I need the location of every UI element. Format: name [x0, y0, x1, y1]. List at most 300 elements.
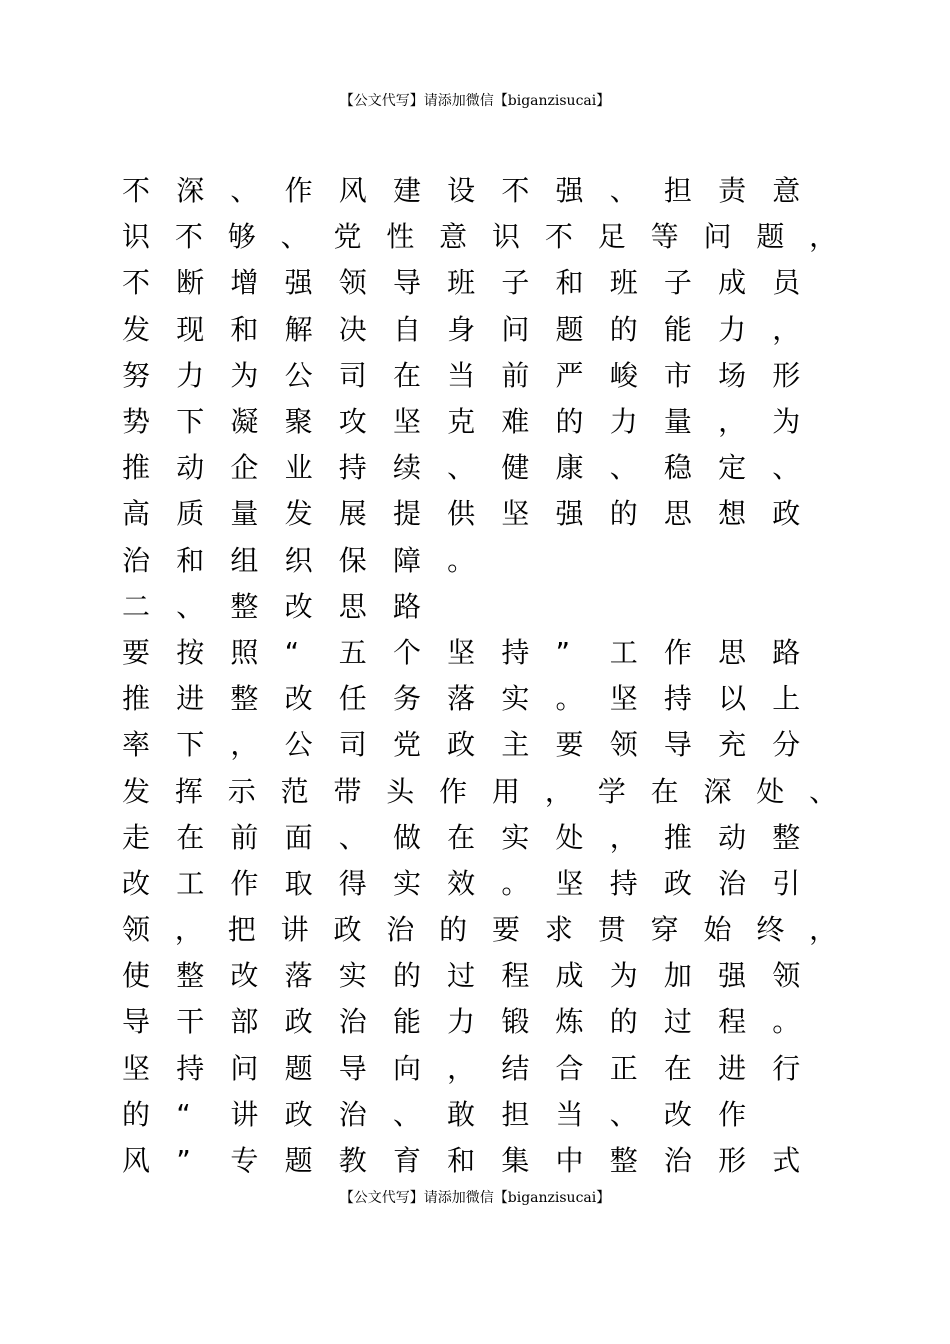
text-char: 进: [718, 1051, 747, 1085]
text-char: 决: [338, 312, 367, 346]
text-char: ，: [718, 405, 747, 439]
text-char: ，: [447, 1051, 476, 1085]
text-char: 强: [284, 266, 313, 300]
text-char: 按: [176, 635, 205, 669]
text-line: [122, 953, 862, 999]
text-char: 导: [392, 266, 421, 300]
text-char: 、: [809, 774, 838, 808]
text-char: 政: [284, 1097, 313, 1131]
text-line: [122, 214, 862, 260]
text-char: 、: [338, 820, 367, 854]
text-char: 求: [544, 913, 573, 947]
text-char: 意: [439, 220, 468, 254]
text-char: 子: [663, 266, 692, 300]
text-char: 中: [555, 1144, 584, 1178]
text-char: 和: [230, 312, 259, 346]
text-char: 把: [227, 913, 256, 947]
text-char: 始: [703, 913, 732, 947]
text-char: 以: [718, 682, 747, 716]
text-char: 和: [176, 543, 205, 577]
text-char: 整: [230, 682, 259, 716]
text-char: 成: [555, 959, 584, 993]
text-char: 二: [122, 589, 151, 623]
text-char: 发: [122, 774, 151, 808]
text-char: 深: [703, 774, 732, 808]
text-char: 作: [284, 174, 313, 208]
text-char: 部: [230, 1005, 259, 1039]
text-char: 供: [447, 497, 476, 531]
text-char: 为: [609, 959, 638, 993]
text-char: 成: [718, 266, 747, 300]
text-char: 工: [176, 866, 205, 900]
text-char: 不: [122, 174, 151, 208]
page-header: 【公文代写】请添加微信【biganzisucai】: [339, 93, 611, 109]
text-char: 、: [609, 174, 638, 208]
text-char: 题: [756, 220, 785, 254]
text-char: 。: [555, 682, 584, 716]
text-char: 照: [230, 635, 259, 669]
text-char: 。: [772, 1005, 801, 1039]
text-char: 导: [122, 1005, 151, 1039]
text-char: 个: [392, 635, 421, 669]
text-char: 做: [392, 820, 421, 854]
text-char: 场: [718, 358, 747, 392]
text-char: 和: [447, 1144, 476, 1178]
text-char: 挥: [174, 774, 203, 808]
text-char: 问: [230, 1051, 259, 1085]
text-char: ，: [174, 913, 203, 947]
text-line: [122, 538, 862, 584]
text-char: 导: [663, 728, 692, 762]
text-char: 企: [230, 451, 259, 485]
text-line: [122, 399, 862, 445]
text-char: 强: [555, 497, 584, 531]
text-char: 持: [176, 1051, 205, 1085]
text-char: 实: [338, 959, 367, 993]
text-char: 、: [230, 174, 259, 208]
text-char: 问: [703, 220, 732, 254]
text-char: 分: [772, 728, 801, 762]
body-text: [122, 168, 862, 1184]
text-char: 力: [609, 405, 638, 439]
text-char: 取: [284, 866, 313, 900]
text-char: 作: [230, 866, 259, 900]
text-char: 力: [447, 1005, 476, 1039]
text-char: 效: [447, 866, 476, 900]
text-char: 推: [122, 451, 151, 485]
text-char: 治: [386, 913, 415, 947]
text-char: 担: [501, 1097, 530, 1131]
text-line: [122, 353, 862, 399]
text-char: 风: [338, 174, 367, 208]
text-char: 务: [392, 682, 421, 716]
text-char: 过: [663, 1005, 692, 1039]
text-char: 政: [284, 1005, 313, 1039]
text-char: 题: [555, 312, 584, 346]
text-char: 走: [122, 820, 151, 854]
text-char: 性: [386, 220, 415, 254]
text-char: 要: [555, 728, 584, 762]
text-char: 政: [663, 866, 692, 900]
text-char: 深: [176, 174, 205, 208]
text-char: 发: [284, 497, 313, 531]
text-char: 司: [338, 728, 367, 762]
text-char: 下: [176, 405, 205, 439]
text-char: 学: [597, 774, 626, 808]
text-char: 健: [501, 451, 530, 485]
text-char: 引: [772, 866, 801, 900]
text-char: 在: [650, 774, 679, 808]
text-char: 动: [718, 820, 747, 854]
text-char: 强: [555, 174, 584, 208]
text-char: 干: [176, 1005, 205, 1039]
text-char: 业: [284, 451, 313, 485]
text-char: 发: [122, 312, 151, 346]
text-char: 路: [772, 635, 801, 669]
text-char: 整: [176, 959, 205, 993]
text-char: 不: [122, 266, 151, 300]
text-char: 势: [122, 405, 151, 439]
text-char: ”: [176, 1144, 191, 1178]
text-char: 讲: [230, 1097, 259, 1131]
text-char: 聚: [284, 405, 313, 439]
text-char: 在: [392, 358, 421, 392]
text-char: ，: [809, 220, 838, 254]
text-char: 织: [284, 543, 313, 577]
text-char: 增: [230, 266, 259, 300]
text-char: 凝: [230, 405, 259, 439]
text-char: 专: [230, 1144, 259, 1178]
text-char: 五: [338, 635, 367, 669]
text-char: 合: [555, 1051, 584, 1085]
text-char: 责: [718, 174, 747, 208]
text-char: 推: [122, 682, 151, 716]
text-char: 的: [122, 1097, 151, 1131]
text-char: 子: [501, 266, 530, 300]
text-char: 质: [176, 497, 205, 531]
text-char: 的: [609, 312, 638, 346]
text-char: 加: [663, 959, 692, 993]
text-char: 量: [663, 405, 692, 439]
text-char: 和: [555, 266, 584, 300]
text-char: 想: [718, 497, 747, 531]
text-char: 面: [284, 820, 313, 854]
text-line: [122, 1092, 862, 1138]
text-char: 实: [501, 682, 530, 716]
text-char: 落: [284, 959, 313, 993]
text-char: 程: [718, 1005, 747, 1039]
text-char: 障: [392, 543, 421, 577]
text-char: 力: [176, 358, 205, 392]
page-footer: 【公文代写】请添加微信【biganzisucai】: [339, 1190, 611, 1206]
text-char: 定: [718, 451, 747, 485]
text-char: 稳: [663, 451, 692, 485]
text-char: 整: [772, 820, 801, 854]
text-char: 率: [122, 728, 151, 762]
text-line: [122, 168, 862, 214]
text-char: 要: [122, 635, 151, 669]
text-char: 讲: [280, 913, 309, 947]
text-char: 康: [555, 451, 584, 485]
text-char: 落: [447, 682, 476, 716]
text-char: 断: [176, 266, 205, 300]
text-char: 处: [555, 820, 584, 854]
text-char: 上: [772, 682, 801, 716]
text-char: ，: [609, 820, 638, 854]
text-char: 得: [338, 866, 367, 900]
text-char: 的: [609, 1005, 638, 1039]
text-char: 动: [176, 451, 205, 485]
text-char: 集: [501, 1144, 530, 1178]
text-char: 身: [447, 312, 476, 346]
text-char: 改: [122, 866, 151, 900]
text-char: 下: [176, 728, 205, 762]
text-char: 改: [284, 589, 313, 623]
text-char: 思: [718, 635, 747, 669]
text-char: ，: [230, 728, 259, 762]
text-char: 量: [230, 497, 259, 531]
text-char: ，: [809, 913, 838, 947]
text-char: 前: [501, 358, 530, 392]
text-char: 作: [663, 635, 692, 669]
text-char: 解: [284, 312, 313, 346]
text-line: [122, 630, 862, 676]
text-char: 为: [772, 405, 801, 439]
text-char: 头: [386, 774, 415, 808]
text-char: 进: [176, 682, 205, 716]
text-char: 政: [772, 497, 801, 531]
text-char: 的: [439, 913, 468, 947]
text-char: 强: [718, 959, 747, 993]
text-line: [122, 815, 862, 861]
text-char: 、: [392, 1097, 421, 1131]
text-char: 设: [447, 174, 476, 208]
text-char: 政: [447, 728, 476, 762]
text-char: 治: [338, 1097, 367, 1131]
text-char: 不: [544, 220, 573, 254]
text-char: 够: [227, 220, 256, 254]
text-char: 形: [772, 358, 801, 392]
text-char: 努: [122, 358, 151, 392]
text-char: 工: [609, 635, 638, 669]
text-char: 市: [663, 358, 692, 392]
text-char: 题: [284, 1051, 313, 1085]
text-char: 的: [609, 497, 638, 531]
text-char: 难: [501, 405, 530, 439]
text-char: “: [176, 1097, 191, 1131]
text-char: 锻: [501, 1005, 530, 1039]
text-line: [122, 445, 862, 491]
text-char: 足: [597, 220, 626, 254]
text-char: 改: [284, 682, 313, 716]
text-char: 使: [122, 959, 151, 993]
text-char: 问: [501, 312, 530, 346]
text-line: [122, 907, 862, 953]
text-char: 示: [227, 774, 256, 808]
text-line: [122, 1046, 862, 1092]
text-char: 持: [609, 866, 638, 900]
section-heading: [122, 584, 862, 630]
text-char: 领: [122, 913, 151, 947]
text-char: 党: [392, 728, 421, 762]
text-char: 现: [176, 312, 205, 346]
text-char: 式: [772, 1144, 801, 1178]
text-line: [122, 676, 862, 722]
text-char: 的: [555, 405, 584, 439]
text-char: 等: [650, 220, 679, 254]
text-char: 思: [338, 589, 367, 623]
text-char: 过: [447, 959, 476, 993]
text-char: 、: [609, 1097, 638, 1131]
text-char: “: [284, 635, 300, 669]
text-char: 坚: [392, 405, 421, 439]
text-char: 、: [280, 220, 309, 254]
text-char: 坚: [122, 1051, 151, 1085]
text-char: 克: [447, 405, 476, 439]
text-char: 组: [230, 543, 259, 577]
text-char: 在: [176, 820, 205, 854]
text-char: 、: [176, 589, 205, 623]
text-char: 形: [718, 1144, 747, 1178]
text-char: 任: [338, 682, 367, 716]
text-char: 、: [772, 451, 801, 485]
text-char: 炼: [555, 1005, 584, 1039]
text-char: 能: [392, 1005, 421, 1039]
text-char: 坚: [447, 635, 476, 669]
text-char: 在: [447, 820, 476, 854]
text-char: 育: [392, 1144, 421, 1178]
text-char: 峻: [609, 358, 638, 392]
text-char: 教: [338, 1144, 367, 1178]
text-char: 实: [392, 866, 421, 900]
text-char: 当: [447, 358, 476, 392]
text-char: 公: [284, 358, 313, 392]
text-char: 行: [772, 1051, 801, 1085]
text-char: 治: [338, 1005, 367, 1039]
text-char: ，: [772, 312, 801, 346]
text-char: 向: [392, 1051, 421, 1085]
text-char: 整: [609, 1144, 638, 1178]
text-char: 班: [609, 266, 638, 300]
text-char: 题: [284, 1144, 313, 1178]
text-char: 处: [756, 774, 785, 808]
text-char: 整: [230, 589, 259, 623]
text-char: 在: [663, 1051, 692, 1085]
text-char: 当: [555, 1097, 584, 1131]
text-char: 公: [284, 728, 313, 762]
text-char: 高: [122, 497, 151, 531]
text-line: [122, 260, 862, 306]
text-char: 推: [663, 820, 692, 854]
text-char: 带: [333, 774, 362, 808]
text-char: 党: [333, 220, 362, 254]
text-char: 用: [492, 774, 521, 808]
text-char: 正: [609, 1051, 638, 1085]
text-char: 的: [392, 959, 421, 993]
text-char: 政: [333, 913, 362, 947]
text-line: [122, 307, 862, 353]
text-char: 不: [174, 220, 203, 254]
text-char: 穿: [650, 913, 679, 947]
text-char: 能: [663, 312, 692, 346]
text-char: 。: [447, 543, 476, 577]
text-char: 终: [756, 913, 785, 947]
text-char: 主: [501, 728, 530, 762]
text-char: 结: [501, 1051, 530, 1085]
text-char: 、: [447, 451, 476, 485]
text-char: 导: [338, 1051, 367, 1085]
text-char: 治: [663, 1144, 692, 1178]
text-line: [122, 861, 862, 907]
text-char: 司: [338, 358, 367, 392]
text-char: 员: [772, 266, 801, 300]
text-char: 作: [439, 774, 468, 808]
text-char: 持: [663, 682, 692, 716]
text-char: 意: [772, 174, 801, 208]
text-char: 充: [718, 728, 747, 762]
text-char: 攻: [338, 405, 367, 439]
text-char: 作: [718, 1097, 747, 1131]
text-line: [122, 768, 862, 814]
text-line: [122, 999, 862, 1045]
text-char: 思: [663, 497, 692, 531]
text-char: 提: [392, 497, 421, 531]
text-char: 坚: [501, 497, 530, 531]
text-line: [122, 491, 862, 537]
text-char: 严: [555, 358, 584, 392]
text-char: 坚: [609, 682, 638, 716]
text-char: 续: [392, 451, 421, 485]
text-char: 路: [392, 589, 421, 623]
text-char: 前: [230, 820, 259, 854]
text-char: 要: [492, 913, 521, 947]
text-char: 程: [501, 959, 530, 993]
text-char: 保: [338, 543, 367, 577]
text-line: [122, 722, 862, 768]
text-line: [122, 1138, 862, 1184]
text-char: 坚: [555, 866, 584, 900]
text-char: 识: [122, 220, 151, 254]
text-char: 力: [718, 312, 747, 346]
text-char: 展: [338, 497, 367, 531]
text-char: 范: [280, 774, 309, 808]
text-char: 为: [230, 358, 259, 392]
text-char: 持: [501, 635, 530, 669]
text-char: 改: [663, 1097, 692, 1131]
text-char: 担: [663, 174, 692, 208]
text-char: 治: [122, 543, 151, 577]
text-char: 实: [501, 820, 530, 854]
text-char: 自: [392, 312, 421, 346]
text-char: 治: [718, 866, 747, 900]
text-char: 持: [338, 451, 367, 485]
text-char: 识: [492, 220, 521, 254]
text-char: 风: [122, 1144, 151, 1178]
text-char: ”: [555, 635, 571, 669]
text-char: 建: [392, 174, 421, 208]
text-char: 领: [772, 959, 801, 993]
text-char: 不: [501, 174, 530, 208]
text-char: 班: [447, 266, 476, 300]
text-char: 领: [338, 266, 367, 300]
text-char: 、: [609, 451, 638, 485]
text-char: 敢: [447, 1097, 476, 1131]
text-char: 。: [501, 866, 530, 900]
text-char: 改: [230, 959, 259, 993]
text-char: ，: [544, 774, 573, 808]
text-char: 领: [609, 728, 638, 762]
text-char: 贯: [597, 913, 626, 947]
